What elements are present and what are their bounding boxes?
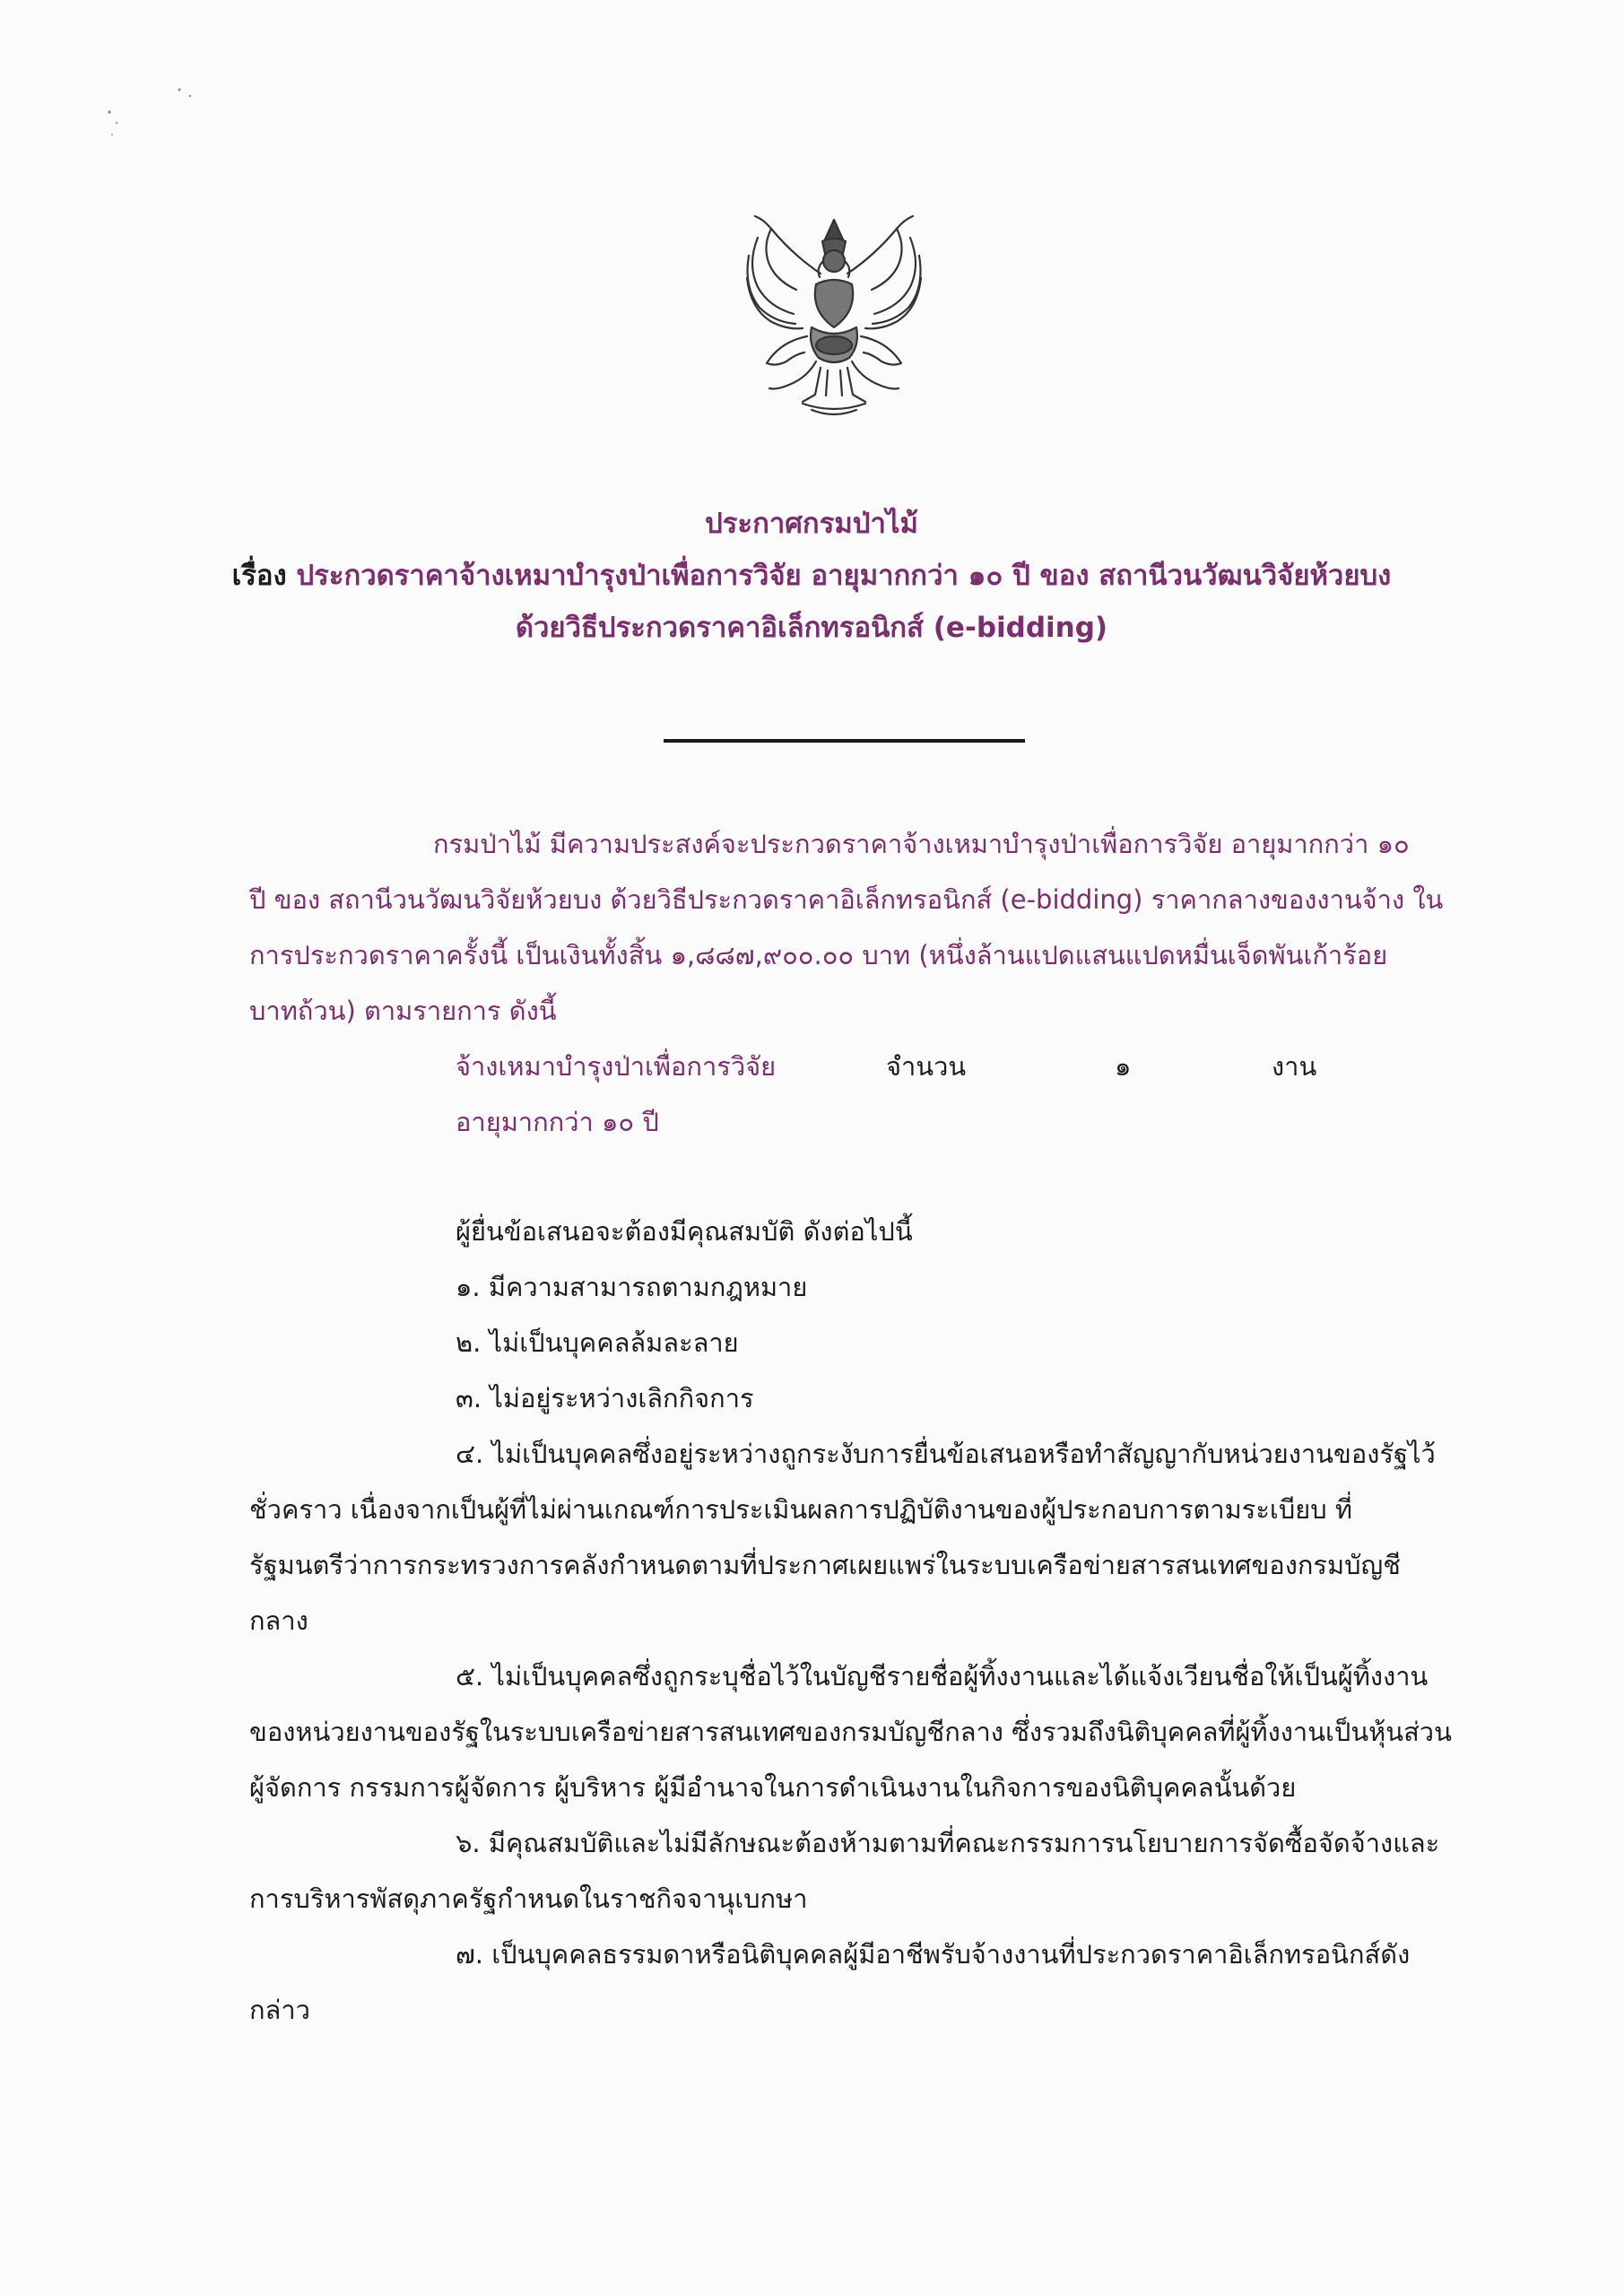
qualification-3: ๓. ไม่อยู่ระหว่างเลิกกิจการ	[456, 1383, 754, 1413]
qualification-6-line-2: การบริหารพัสดุภาครัฐกำหนดในราชกิจจานุเบกษา	[249, 1883, 808, 1914]
item-quantity: ๑	[1115, 1051, 1132, 1082]
qualification-7-line-2: กล่าว	[249, 1995, 310, 2025]
qualification-6-line-1: ๖. มีคุณสมบัติและไม่มีลักษณะต้องห้ามตามที่คณะกรรมการนโยบายการจัดซื้อจัดจ้างและ	[456, 1828, 1440, 1858]
subject-line-2: ด้วยวิธีประกวดราคาอิเล็กทรอนิกส์ (e-bidding)	[515, 612, 1108, 644]
intro-line-4	[249, 983, 1442, 1039]
qualification-4-line-2: ชั่วคราว เนื่องจากเป็นผู้ที่ไม่ผ่านเกณฑ์การประเมินผลการปฏิบัติงานของผู้ประกอบการตามระเบียบ ที่	[249, 1494, 1352, 1525]
subject-prefix: เรื่อง	[231, 560, 287, 592]
header-divider	[664, 739, 1025, 743]
intro-text-2: ปี ของ สถานีวนวัฒนวิจัยห้วยบง ด้วยวิธีประกวดราคาอิเล็กทรอนิกส์ (e-bidding) ราคากลางของงานจ้าง ใน	[249, 884, 1444, 915]
item-description-line-2	[249, 1094, 1442, 1150]
scan-specks	[99, 85, 206, 148]
document-body	[249, 816, 1452, 2038]
intro-text-4: บาทถ้วน) ตามรายการ ดังนี้	[249, 996, 557, 1026]
subject-text: ประกวดราคาจ้างเหมาบำรุงป่าเพื่อการวิจัย อายุมากกว่า ๑๐ ปี ของ สถานีวนวัฒนวิจัยห้วยบง	[296, 560, 1392, 592]
intro-text-3: การประกวดราคาครั้งนี้ เป็นเงินทั้งสิ้น ๑,๘๘๗,๙๐๐.๐๐ บาท (หนึ่งล้านแปดแสนแปดหมื่นเจ็ดพันเก้าร้อย	[249, 940, 1388, 970]
intro-line-2	[249, 872, 1442, 927]
garuda-emblem-icon	[722, 202, 946, 426]
item-unit: งาน	[1272, 1051, 1317, 1082]
intro-line-1	[249, 816, 1442, 872]
announcement-header	[135, 498, 1489, 654]
qualification-4-line-1: ๔. ไม่เป็นบุคคลซึ่งอยู่ระหว่างถูกระงับการยื่นข้อเสนอหรือทำสัญญากับหน่วยงานของรัฐไว้	[456, 1439, 1436, 1469]
qualifications-heading: ผู้ยื่นข้อเสนอจะต้องมีคุณสมบัติ ดังต่อไปนี้	[456, 1216, 913, 1247]
intro-line-3	[249, 927, 1442, 983]
subject-line-1	[135, 550, 1489, 602]
qualification-5-line-3: ผู้จัดการ กรรมการผู้จัดการ ผู้บริหาร ผู้มีอำนาจในการดำเนินงานในกิจการของนิติบุคคลนั้นด้วย	[249, 1772, 1297, 1803]
qualification-5-line-2: ของหน่วยงานของรัฐในระบบเครือข่ายสารสนเทศของกรมบัญชีกลาง ซึ่งรวมถึงนิติบุคคลที่ผู้ทิ้งงานเป็นหุ้นส่วน	[249, 1717, 1452, 1747]
intro-text-1: กรมป่าไม้ มีความประสงค์จะประกวดราคาจ้างเหมาบำรุงป่าเพื่อการวิจัย อายุมากกว่า ๑๐	[433, 829, 1410, 859]
qualification-7-line-1: ๗. เป็นบุคคลธรรมดาหรือนิติบุคคลผู้มีอาชีพรับจ้างงานที่ประกวดราคาอิเล็กทรอนิกส์ดัง	[456, 1939, 1411, 1970]
item-quantity-label: จำนวน	[886, 1051, 967, 1082]
item-description: จ้างเหมาบำรุงป่าเพื่อการวิจัย	[456, 1051, 777, 1082]
qualification-5-line-1: ๕. ไม่เป็นบุคคลซึ่งถูกระบุชื่อไว้ในบัญชีรายชื่อผู้ทิ้งงานและได้แจ้งเวียนชื่อให้เป็นผู้ทิ้งงาน	[456, 1661, 1429, 1692]
qualification-2: ๒. ไม่เป็นบุคคลล้มละลาย	[456, 1327, 739, 1358]
item-row	[249, 1039, 1442, 1094]
item-description-2: อายุมากกว่า ๑๐ ปี	[456, 1107, 659, 1137]
qualification-4-line-3: รัฐมนตรีว่าการกระทรวงการคลังกำหนดตามที่ประกาศเผยแพร่ในระบบเครือข่ายสารสนเทศของกรมบัญชี	[249, 1550, 1401, 1580]
qualification-4-line-4: กลาง	[249, 1605, 308, 1636]
org-announcement-title: ประกาศกรมป่าไม้	[705, 508, 918, 540]
section-gap	[249, 1150, 1442, 1204]
qualification-1: ๑. มีความสามารถตามกฎหมาย	[456, 1272, 808, 1302]
